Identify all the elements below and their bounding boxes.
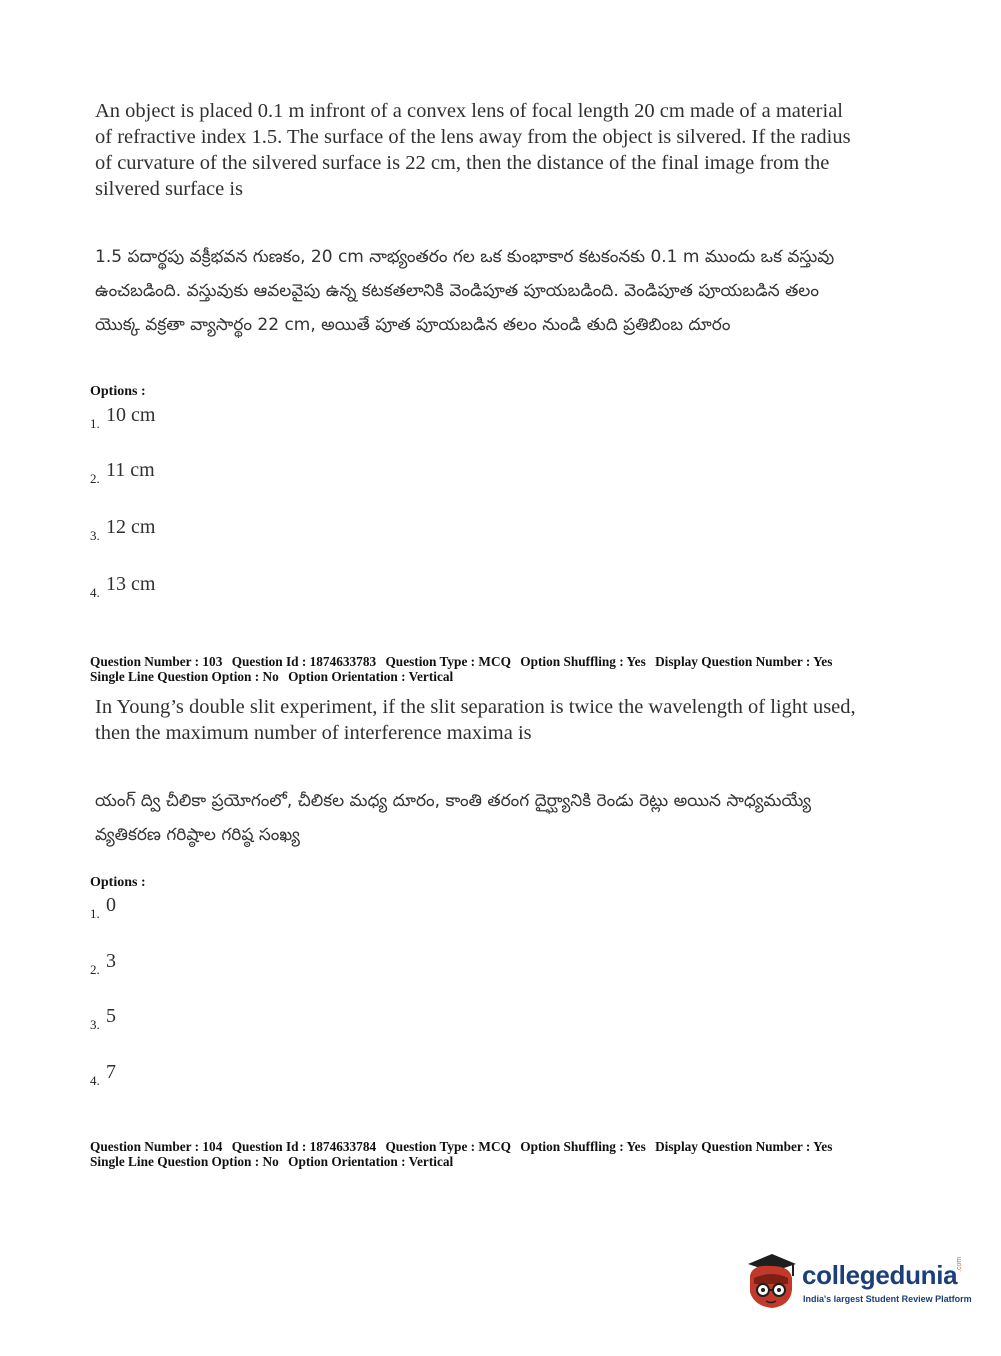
question-number: Question Number : 104 bbox=[90, 1139, 223, 1154]
option-text: 7 bbox=[106, 1061, 116, 1083]
single-line-question-option: Single Line Question Option : No bbox=[90, 1153, 279, 1169]
option-orientation: Option Orientation : Vertical bbox=[288, 1153, 454, 1169]
option-number: 1 . bbox=[90, 416, 100, 432]
question-id: Question Id : 1874633783 bbox=[231, 654, 377, 669]
question-103-english: In Young’s double slit experiment, if the slit separation is twice the wavelength of light used, then the maximum number of interference maxima is bbox=[95, 696, 856, 744]
option-number: 4 . bbox=[90, 585, 100, 601]
display-question-number: Display Question Number : Yes bbox=[655, 654, 833, 669]
question-102-options-label: Options : bbox=[90, 384, 146, 399]
option-text: 12 cm bbox=[106, 516, 156, 538]
question-104-meta bbox=[90, 1140, 920, 1169]
option-shuffling: Option Shuffling : Yes bbox=[520, 1139, 646, 1154]
question-number: Question Number : 103 bbox=[90, 654, 223, 669]
option-number: 3 . bbox=[90, 528, 100, 544]
question-103-meta-line1 bbox=[90, 655, 920, 670]
option-number: 2 . bbox=[90, 471, 100, 487]
question-102-english: An object is placed 0.1 m infront of a convex lens of focal length 20 cm made of a material of refractive index 1.5. The surface of the lens away from the object is silvered. If the radius of curvature of the silvered surface is 22 cm, then the distance of the final image from the silvered surface is bbox=[95, 100, 851, 200]
option-number: 4 . bbox=[90, 1073, 100, 1089]
question-102-telugu: 1.5 పదార్థపు వక్రీభవన గుణకం, 20 cm నాభ్యంతరం గల ఒక కుంభాకార కటకంనకు 0.1 m ముందు ఒక వస్తువు ఉంచబడింది. వస్తువుకు ఆవలవైపు ఉన్న కటకతలానికి వెండిపూత పూయబడింది. వెండిపూత పూయబడిన తలం యొక్క వక్రతా వ్యాసార్థం 22 cm, అయితే పూత పూయబడిన తలం నుండి తుది ప్రతిబింబ దూరం bbox=[95, 247, 835, 335]
question-103-meta bbox=[90, 655, 920, 684]
question-type: Question Type : MCQ bbox=[385, 654, 511, 669]
option-text: 10 cm bbox=[106, 404, 156, 426]
question-type: Question Type : MCQ bbox=[385, 1139, 511, 1154]
logo-suffix: .com bbox=[956, 1256, 963, 1272]
option-text: 3 bbox=[106, 950, 116, 972]
option-text: 13 cm bbox=[106, 573, 156, 595]
single-line-question-option: Single Line Question Option : No bbox=[90, 668, 279, 684]
option-orientation: Option Orientation : Vertical bbox=[288, 668, 454, 684]
question-104-meta-line2 bbox=[90, 1155, 920, 1170]
option-text: 5 bbox=[106, 1005, 116, 1027]
option-number: 2 . bbox=[90, 962, 100, 978]
option-number: 1 . bbox=[90, 906, 100, 922]
option-number: 3 . bbox=[90, 1017, 100, 1033]
question-104-meta-line1 bbox=[90, 1140, 920, 1155]
option-text: 11 cm bbox=[106, 459, 155, 481]
logo-tagline: India's largest Student Review Platform bbox=[803, 1294, 972, 1304]
question-103-telugu: యంగ్ ద్వి చీలికా ప్రయోగంలో, చీలికల మధ్య దూరం, కాంతి తరంగ దైర్ఘ్యానికి రెండు రెట్లు అయిన సాధ్యమయ్యే వ్యతికరణ గరిష్ఠాల గరిష్ఠ సంఖ్య bbox=[95, 791, 812, 845]
question-103-options-label: Options : bbox=[90, 875, 146, 890]
collegedunia-logo bbox=[742, 1250, 972, 1312]
logo-wordmark: collegedunia bbox=[802, 1260, 958, 1290]
question-id: Question Id : 1874633784 bbox=[231, 1139, 377, 1154]
option-text: 0 bbox=[106, 894, 116, 916]
display-question-number: Display Question Number : Yes bbox=[655, 1139, 833, 1154]
mascot-icon bbox=[742, 1250, 798, 1312]
question-103-meta-line2 bbox=[90, 670, 920, 685]
option-shuffling: Option Shuffling : Yes bbox=[520, 654, 646, 669]
